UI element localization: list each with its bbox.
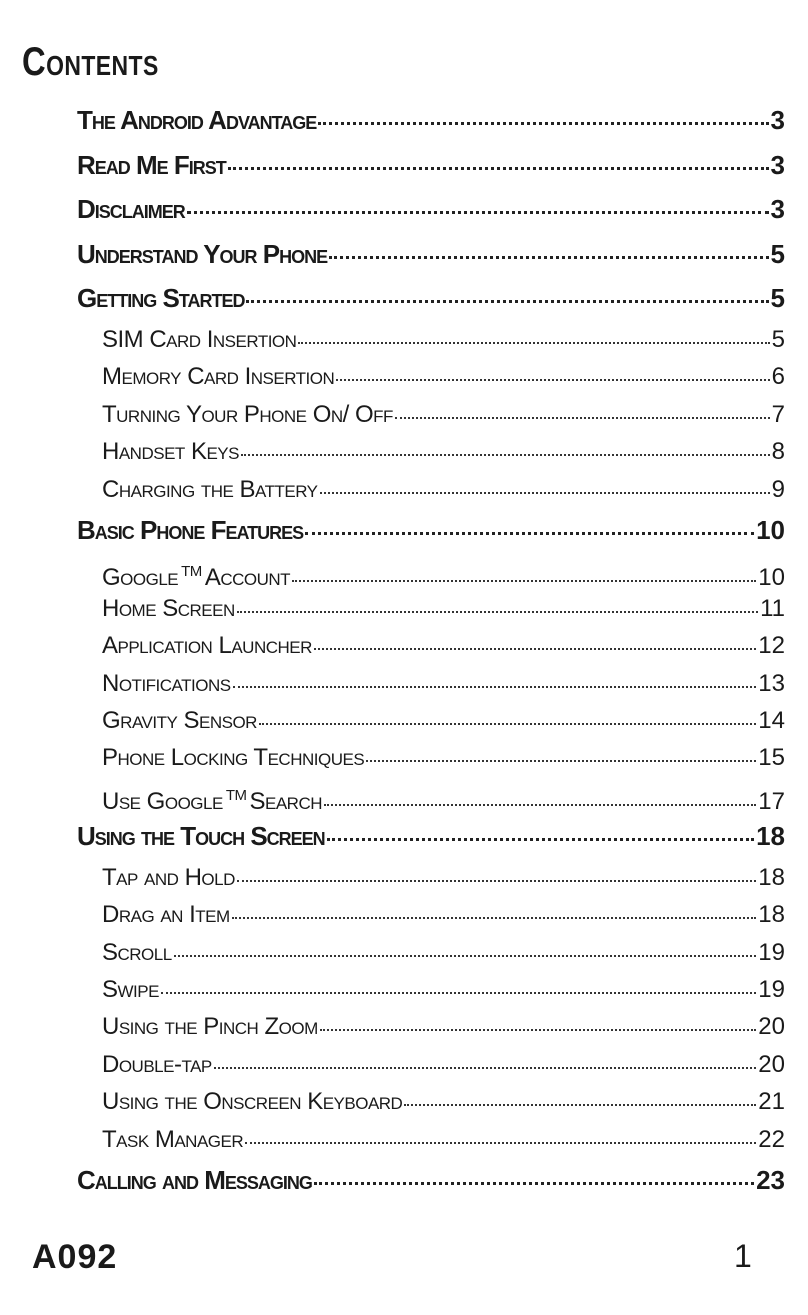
toc-entry-label: [102, 859, 235, 896]
trademark-mark: TM: [225, 786, 247, 804]
toc-subsection-entry[interactable]: [77, 1083, 785, 1120]
toc-entry-label: [102, 934, 172, 971]
toc-entry-title: Task Manager: [102, 1125, 244, 1153]
toc-entry-page: 6: [771, 363, 785, 391]
toc-entry-label: [102, 665, 231, 702]
trademark-mark: TM: [181, 562, 202, 580]
toc-section-entry[interactable]: [77, 1158, 785, 1203]
toc-entry-label: [102, 627, 312, 664]
toc-entry-title: Double-tap: [102, 1050, 212, 1078]
dot-leader: [320, 1029, 757, 1031]
dot-leader: [214, 1067, 757, 1069]
toc-entry-title: Home Screen: [102, 594, 235, 622]
dot-leader: [237, 880, 756, 882]
toc-entry-title: Using the Pinch Zoom: [102, 1013, 318, 1041]
toc-subsection-entry[interactable]: [77, 1008, 785, 1045]
toc-entry-label: [102, 321, 296, 358]
dot-leader: [292, 580, 756, 582]
toc-entry-page: 9: [771, 475, 785, 503]
toc-entry-label: [102, 358, 334, 395]
toc-entry-title: Calling and Messaging: [77, 1164, 312, 1195]
toc-entry-page: 13: [758, 669, 785, 697]
toc-entry-page: 7: [771, 400, 785, 428]
toc-entry-title: Charging the Battery: [102, 475, 318, 503]
toc-entry-page: 18: [756, 821, 785, 852]
toc-entry-page: 3: [770, 105, 785, 135]
toc-subsection-entry[interactable]: [77, 665, 785, 702]
toc-entry-page: 12: [758, 632, 785, 660]
dot-leader: [298, 342, 769, 344]
toc-entry-label: [77, 187, 185, 231]
dot-leader: [228, 167, 769, 170]
toc-entry-label: [102, 396, 393, 433]
toc-section-entry[interactable]: [77, 508, 785, 553]
dot-leader: [233, 686, 757, 688]
toc-subsection-entry[interactable]: [77, 358, 785, 395]
toc-entry-page: 5: [771, 325, 785, 353]
dot-leader: [259, 723, 756, 725]
dot-leader: [404, 1104, 756, 1106]
toc-entry-page: 20: [758, 1013, 785, 1041]
toc-entry-label: [102, 1121, 243, 1158]
toc-entry-label: [77, 276, 244, 320]
toc-entry-label: [102, 739, 364, 776]
toc-entry-title: SIM Card Insertion: [102, 325, 297, 353]
dot-leader: [241, 454, 770, 456]
footer-model: A092: [32, 1238, 118, 1276]
toc-entry-title: Basic Phone Features: [77, 514, 304, 545]
toc-entry-title: Handset Keys: [102, 438, 239, 466]
page-title: Contents: [22, 40, 159, 84]
toc-section-entry[interactable]: [77, 276, 785, 321]
toc-subsection-entry[interactable]: [77, 1046, 785, 1083]
toc-subsection-entry[interactable]: [77, 934, 785, 971]
toc-entry-label: [77, 814, 325, 858]
toc-entry-label: [102, 1046, 212, 1083]
toc-subsection-entry[interactable]: [77, 1121, 785, 1158]
toc-entry-page: 18: [758, 863, 785, 891]
toc-entry-title: Google: [102, 563, 179, 591]
toc-entry-page: 23: [756, 1164, 785, 1195]
toc-entry-page: 19: [758, 976, 785, 1004]
toc-entry-page: 10: [758, 563, 785, 591]
toc-entry-page: 22: [758, 1125, 785, 1153]
dot-leader: [305, 532, 754, 535]
toc-subsection-entry[interactable]: [77, 859, 785, 896]
toc-entry-page: 15: [758, 744, 785, 772]
toc-entry-title: Drag an Item: [102, 901, 230, 929]
toc-entry-title: Use Google: [102, 787, 223, 815]
toc-section-entry[interactable]: [77, 98, 785, 143]
dot-leader: [336, 379, 769, 381]
toc-entry-page: 5: [770, 238, 785, 269]
dot-leader: [329, 256, 768, 259]
toc-entry-title-suffix: Search: [249, 787, 323, 815]
dot-leader: [318, 122, 768, 125]
dot-leader: [161, 992, 756, 994]
toc-entry-title: Gravity Sensor: [102, 707, 257, 735]
dot-leader: [246, 300, 768, 303]
dot-leader: [320, 492, 770, 494]
toc-entry-page: 21: [758, 1088, 785, 1116]
toc-entry-title: Getting Started: [77, 283, 245, 314]
dot-leader: [237, 611, 758, 613]
toc-subsection-entry[interactable]: [77, 433, 785, 470]
toc-subsection-entry[interactable]: [77, 739, 785, 776]
dot-leader: [187, 211, 769, 214]
toc-entry-page: 20: [758, 1050, 785, 1078]
toc-subsection-entry[interactable]: [77, 471, 785, 508]
toc-subsection-entry[interactable]: [77, 553, 785, 590]
toc-entry-title-suffix: Account: [204, 563, 291, 591]
toc-subsection-entry[interactable]: [77, 590, 785, 627]
toc-entry-page: 14: [758, 707, 785, 735]
toc-entry-title: Understand Your Phone: [77, 238, 328, 269]
toc-entry-page: 18: [758, 901, 785, 929]
toc-entry-label: [77, 1158, 312, 1202]
toc-subsection-entry[interactable]: [77, 321, 785, 358]
toc-entry-label: [77, 508, 303, 552]
toc-entry-label: [102, 1083, 402, 1120]
toc-entry-label: [102, 590, 235, 627]
toc-entry-title: Read Me First: [77, 149, 226, 180]
toc-entry-page: 10: [756, 514, 785, 545]
toc-subsection-entry[interactable]: [77, 627, 785, 664]
toc-entry-title: Notifications: [102, 669, 231, 697]
toc-section-entry[interactable]: [77, 143, 785, 188]
toc-entry-page: 11: [760, 594, 785, 622]
dot-leader: [232, 917, 757, 919]
toc-entry-title: Turning Your Phone On/ Off: [102, 400, 393, 428]
toc-entry-title: Memory Card Insertion: [102, 363, 335, 391]
toc-entry-title: Tap and Hold: [102, 863, 235, 891]
footer-page-number: 1: [734, 1238, 752, 1274]
toc-entry-page: 17: [758, 787, 785, 815]
toc-entry-title: Application Launcher: [102, 632, 312, 660]
toc-subsection-entry[interactable]: [77, 777, 785, 814]
toc-entry-label: [77, 143, 226, 187]
toc-entry-label: [102, 896, 230, 933]
toc-entry-label: [102, 971, 159, 1008]
toc-subsection-entry[interactable]: [77, 896, 785, 933]
table-of-contents: [77, 98, 785, 1203]
dot-leader: [174, 955, 757, 957]
dot-leader: [245, 1142, 756, 1144]
toc-entry-page: 5: [770, 283, 785, 314]
dot-leader: [327, 838, 754, 841]
dot-leader: [395, 417, 770, 419]
toc-section-entry[interactable]: [77, 232, 785, 277]
toc-entry-title: Scroll: [102, 938, 172, 966]
toc-entry-page: 3: [770, 194, 785, 225]
toc-entry-label: [102, 702, 257, 739]
toc-entry-title: Swipe: [102, 976, 159, 1004]
toc-entry-page: 3: [770, 149, 785, 180]
toc-entry-label: [77, 98, 316, 142]
toc-subsection-entry[interactable]: [77, 702, 785, 739]
toc-entry-title: Phone Locking Techniques: [102, 744, 365, 772]
dot-leader: [366, 760, 756, 762]
toc-entry-title: The Android Advantage: [77, 105, 317, 135]
toc-section-entry[interactable]: [77, 814, 785, 859]
toc-entry-label: [102, 471, 318, 508]
toc-entry-label: [102, 433, 239, 470]
toc-subsection-entry[interactable]: [77, 396, 785, 433]
toc-subsection-entry[interactable]: [77, 971, 785, 1008]
toc-entry-title: Using the Touch Screen: [77, 821, 325, 852]
dot-leader: [324, 804, 756, 806]
toc-entry-label: [102, 1008, 318, 1045]
toc-entry-page: 19: [758, 938, 785, 966]
toc-entry-label: [77, 232, 327, 276]
dot-leader: [314, 1182, 754, 1185]
toc-entry-title: Using the Onscreen Keyboard: [102, 1088, 403, 1116]
toc-entry-page: 8: [771, 438, 785, 466]
dot-leader: [314, 648, 756, 650]
toc-section-entry[interactable]: [77, 187, 785, 232]
toc-entry-title: Disclaimer: [77, 194, 185, 225]
